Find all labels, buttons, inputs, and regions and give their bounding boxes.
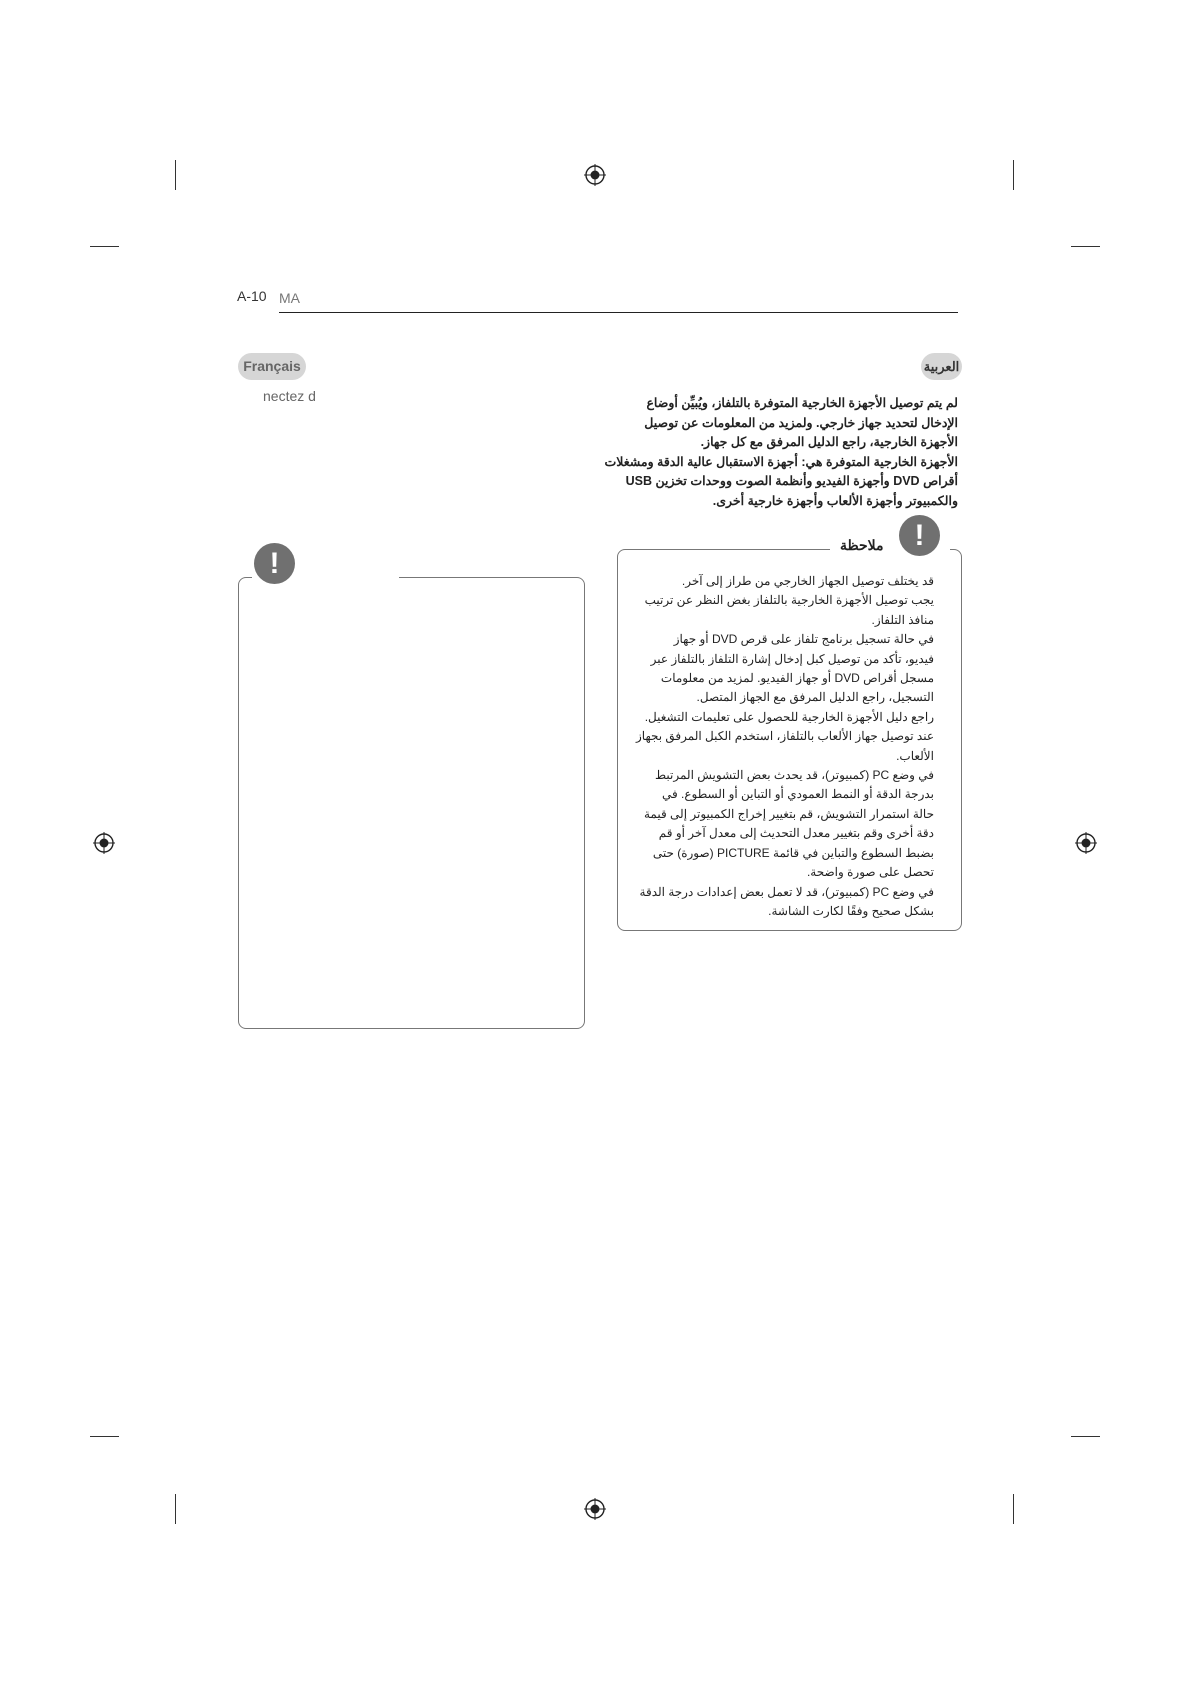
list-item [630,883,934,922]
note-title: ملاحظة [840,537,884,553]
crop-mark [90,1436,119,1437]
crop-mark [90,246,119,247]
registration-mark-icon [584,1498,606,1520]
note-line: بشكل صحيح وفقًا لكارت الشاشة. [768,903,934,918]
registration-mark-icon [1075,832,1097,854]
note-line: عند توصيل جهاز الألعاب بالتلفاز، استخدم الكبل المرفق بجهاز [636,729,934,744]
note-list [630,572,934,921]
note-line: منافذ التلفاز. [871,612,934,627]
crop-mark [1013,1494,1014,1524]
note-line: في وضع PC (كمبيوتر)، قد لا تعمل بعض إعدادات درجة الدقة [639,884,934,899]
page-code: MA [279,290,300,306]
intro-line: الإدخال لتحديد جهاز خارجي. ولمزيد من المعلومات عن توصيل [644,415,958,430]
intro-line: الأجهزة الخارجية، راجع الدليل المرفق مع كل جهاز. [700,435,958,449]
language-tag-french: Français [238,353,306,380]
list-item [630,708,934,727]
note-line: حالة استمرار التشويش، قم بتغيير إخراج الكمبيوتر إلى قيمة [643,806,934,821]
note-line: التسجيل، راجع الدليل المرفق مع الجهاز المتصل. [696,690,934,705]
note-line: قد يختلف توصيل الجهاز الخارجي من طراز إلى آخر. [681,574,934,588]
note-line: في حالة تسجيل برنامج تلفاز على قرص DVD أو جهاز [673,632,934,647]
note-line: يجب توصيل الأجهزة الخارجية بالتلفاز بغض النظر عن ترتيب [644,593,934,608]
intro-line: أقراص DVD وأجهزة الفيديو وأنظمة الصوت ووحدات تخزين USB [625,474,958,488]
list-item [630,572,934,591]
crop-mark [1013,160,1014,190]
note-line: فيديو، تأكد من توصيل كبل إدخال إشارة التلفاز بالتلفاز عبر [650,651,934,666]
page-number: A-10 [237,288,267,304]
registration-mark-icon [93,832,115,854]
note-line: بضبط السطوع والتباين في قائمة PICTURE (صورة) حتى [652,845,934,860]
french-text-snippet: nectez d [263,388,316,404]
language-tag-arabic: العربية [921,353,962,380]
header-rule [279,312,958,313]
arabic-intro-paragraph [604,394,958,511]
list-item [630,630,934,708]
crop-mark [1071,1436,1100,1437]
warning-icon: ! [254,543,295,584]
crop-mark [175,160,176,190]
registration-mark-icon [584,164,606,186]
note-line: مسجل أقراص DVD أو جهاز الفيديو. لمزيد من معلومات [660,671,934,686]
intro-line: لم يتم توصيل الأجهزة الخارجية المتوفرة بالتلفاز، ويُبيِّن أوضاع [646,396,958,410]
warning-icon: ! [899,515,940,556]
crop-mark [1071,246,1100,247]
note-line: دقة أخرى وقم بتغيير معدل التحديث إلى معدل آخر أو قم [658,826,934,841]
note-line: تحصل على صورة واضحة. [806,865,934,880]
list-item [630,766,934,882]
note-line: بدرجة الدقة أو النمط العمودي أو التباين أو السطوع. في [661,787,934,802]
list-item [630,727,934,766]
note-line: الألعاب. [896,748,934,763]
note-box-french [238,577,585,1029]
intro-line: الأجهزة الخارجية المتوفرة هي: أجهزة الاستقبال عالية الدقة ومشغلات [604,454,958,469]
crop-mark [175,1494,176,1524]
list-item [630,591,934,630]
note-line: في وضع PC (كمبيوتر)، قد يحدث بعض التشويش المرتبط [655,768,934,783]
note-line: راجع دليل الأجهزة الخارجية للحصول على تعليمات التشغيل. [644,709,934,724]
intro-line: والكمبيوتر وأجهزة الألعاب وأجهزة خارجية أخرى. [712,493,958,508]
